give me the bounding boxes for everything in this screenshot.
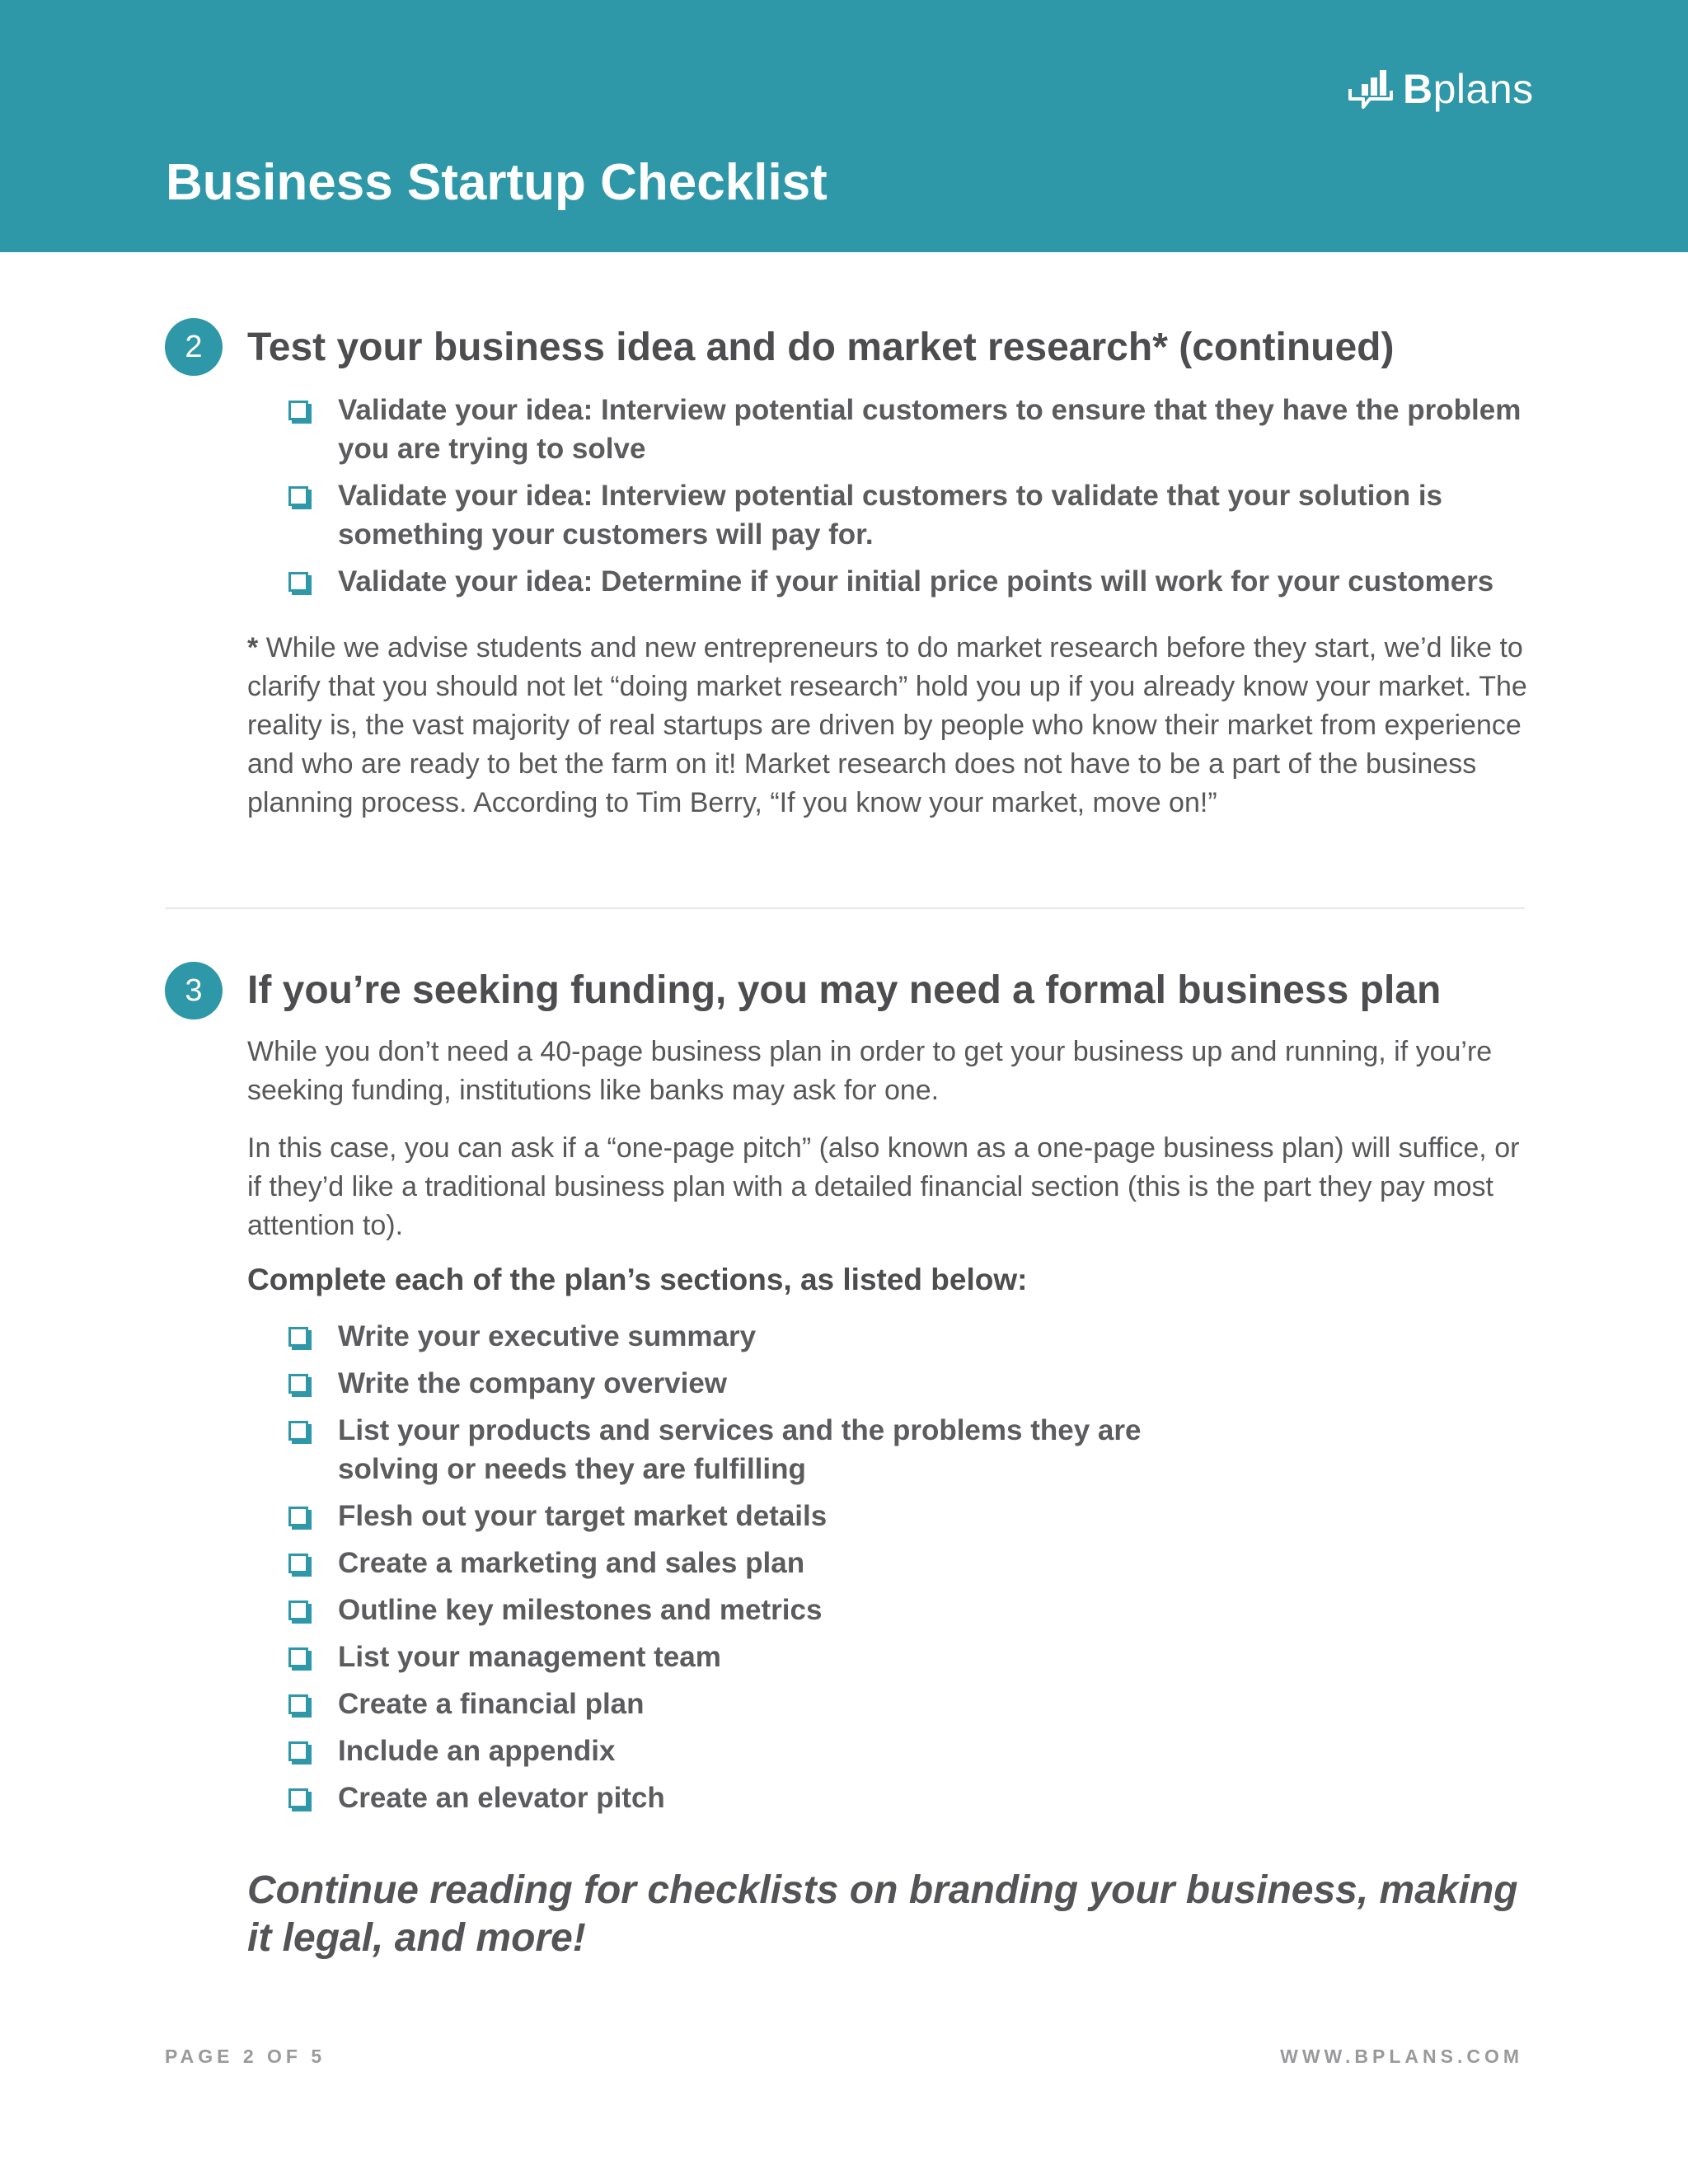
checkbox-icon[interactable] — [288, 1601, 308, 1620]
checklist-item[interactable]: Validate your idea: Determine if your initial price points will work for your customers — [247, 562, 1533, 601]
header-banner — [0, 0, 1688, 252]
checkbox-icon[interactable] — [288, 401, 308, 420]
checklist-item[interactable]: Validate your idea: Interview potential customers to validate that your solution is something your customers will pay for. — [247, 476, 1533, 554]
document-title: Business Startup Checklist — [166, 154, 828, 211]
checklist-item[interactable]: List your management team — [247, 1638, 1154, 1676]
checkbox-icon[interactable] — [288, 1421, 308, 1441]
checkbox-icon[interactable] — [288, 1741, 308, 1761]
checklist-item[interactable]: Create a marketing and sales plan — [247, 1544, 1154, 1582]
bplans-logo-icon — [1345, 66, 1398, 112]
section-number-badge: 2 — [165, 318, 223, 376]
checkbox-icon[interactable] — [288, 1507, 308, 1526]
logo-wordmark: Bplans — [1403, 66, 1534, 112]
section-divider — [165, 907, 1525, 909]
checklist-item[interactable]: Outline key milestones and metrics — [247, 1591, 1154, 1629]
checklist-item[interactable]: List your products and services and the problems they are solving or needs they are fulfilling — [247, 1411, 1154, 1488]
checklist-item[interactable]: Flesh out your target market details — [247, 1497, 1154, 1535]
checklist — [247, 1317, 1154, 1825]
subheading: Complete each of the plan’s sections, as listed below: — [247, 1263, 1028, 1296]
section-title: If you’re seeking funding, you may need a formal business plan — [247, 968, 1442, 1012]
checkbox-icon[interactable] — [288, 1647, 308, 1667]
checklist-item[interactable]: Write your executive summary — [247, 1317, 1154, 1356]
checkbox-icon[interactable] — [288, 1374, 308, 1394]
body-paragraph: In this case, you can ask if a “one-page pitch” (also known as a one-page business plan) will suffice, or if they’d like a traditional business plan with a detailed financial section (this is the part they pay most attention to). — [247, 1132, 1520, 1241]
checklist-item[interactable]: Write the company overview — [247, 1364, 1154, 1403]
checkbox-icon[interactable] — [288, 1327, 308, 1347]
checklist — [247, 391, 1533, 609]
checkbox-icon[interactable] — [288, 1788, 308, 1808]
page-number: PAGE 2 OF 5 — [165, 2046, 326, 2067]
checkbox-icon[interactable] — [288, 486, 308, 506]
section-number-badge: 3 — [165, 962, 223, 1019]
checkbox-icon[interactable] — [288, 572, 308, 592]
checkbox-icon[interactable] — [288, 1554, 308, 1573]
checklist-item[interactable]: Create an elevator pitch — [247, 1779, 1154, 1817]
bplans-logo[interactable] — [1345, 64, 1534, 114]
closing-callout: Continue reading for checklists on branding your business, making it legal, and more! — [247, 1868, 1518, 1960]
body-paragraph: While you don’t need a 40-page business plan in order to get your business up and running, if you’re seeking funding, institutions like banks may ask for one. — [247, 1036, 1493, 1106]
checklist-item[interactable]: Validate your idea: Interview potential customers to ensure that they have the problem you are trying to solve — [247, 391, 1533, 468]
section-title: Test your business idea and do market research* (continued) — [247, 326, 1395, 369]
checklist-item[interactable]: Create a financial plan — [247, 1685, 1154, 1723]
footnote-paragraph: * While we advise students and new entrepreneurs to do market research before they start, we’d like to clarify that you should not let “doing market research” hold you up if you already know your market. The reality is, the vast majority of real startups are driven by people who know their market from experience and who are ready to bet the farm on it! Market research does not have to be a part of the business planning process. According to Tim Berry, “If you know your market, move on!” — [247, 632, 1527, 818]
checklist-item[interactable]: Include an appendix — [247, 1732, 1154, 1770]
checkbox-icon[interactable] — [288, 1694, 308, 1714]
website-link[interactable]: WWW.BPLANS.COM — [1280, 2046, 1523, 2067]
